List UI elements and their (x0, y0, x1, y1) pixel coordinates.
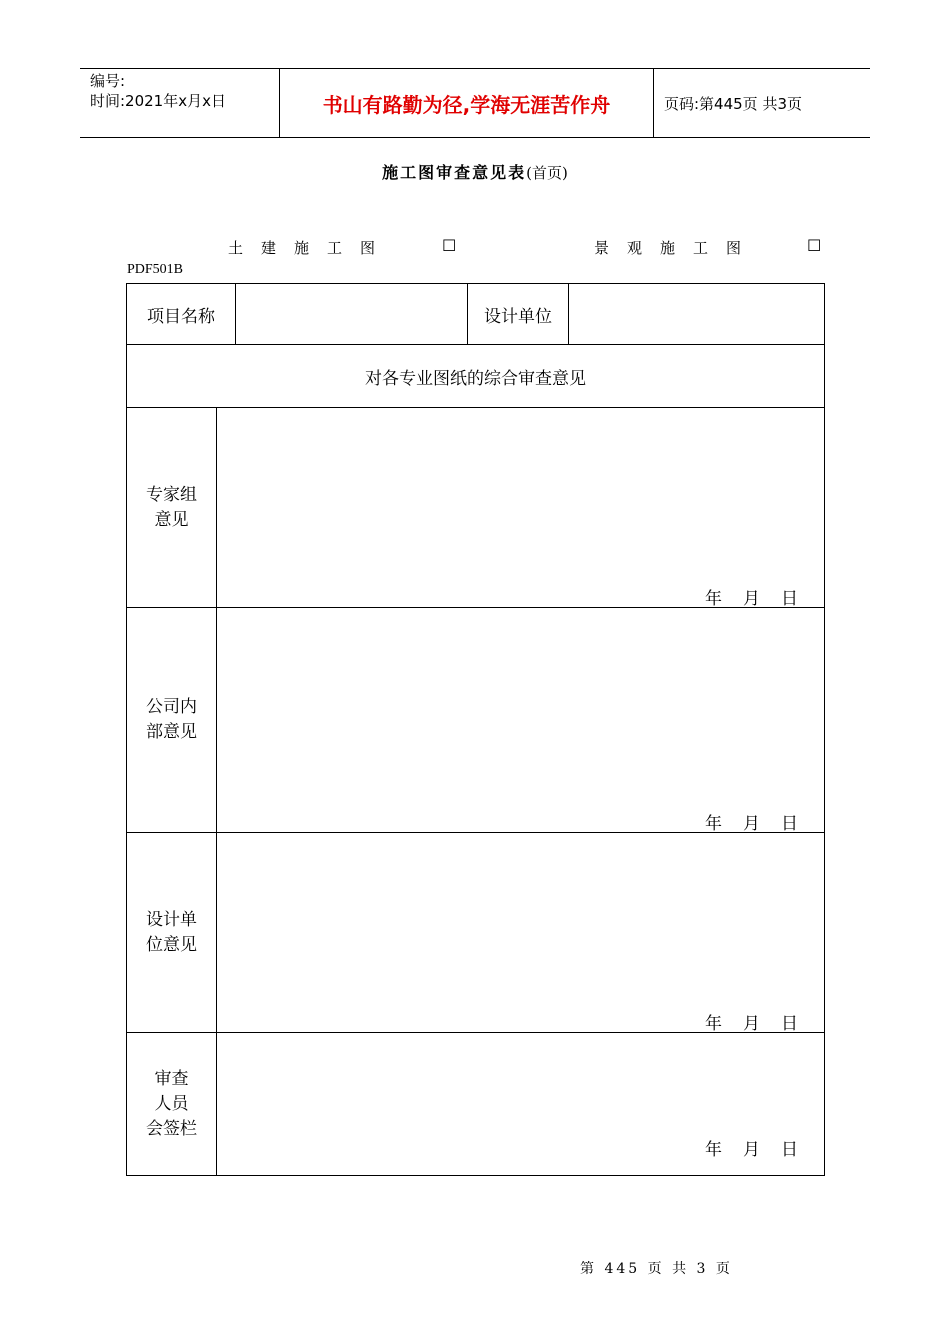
form-code: PDF501B (127, 262, 184, 277)
label-line: 审查 (154, 1068, 189, 1089)
option-landscape-label: 景观施工图 (594, 239, 760, 257)
option-civil-checkbox[interactable]: ☐ (442, 236, 457, 255)
header-page-label: 页码:第445页 共3页 (664, 94, 802, 113)
label-line: 会签栏 (146, 1118, 197, 1139)
design-unit-opinion-field[interactable] (217, 833, 824, 1032)
section-heading: 对各专业图纸的综合审查意见 (365, 368, 586, 389)
expert-opinion-label (127, 408, 216, 607)
date-month: 月 (743, 589, 760, 609)
form-title-main: 施工图审查意见表 (382, 163, 527, 182)
date-day: 日 (781, 589, 798, 609)
page-footer: 第 445 页 共 3 页 (580, 1261, 733, 1277)
date-day: 日 (781, 814, 798, 834)
expert-opinion-field[interactable] (217, 408, 824, 607)
design-unit-opinion-date (705, 1009, 819, 1034)
header-time-label: 时间:2021年x月x日 (90, 92, 226, 110)
date-day: 日 (781, 1014, 798, 1034)
date-year: 年 (705, 1014, 722, 1034)
label-line: 公司内 (146, 697, 197, 717)
option-civil-label: 土建施工图 (228, 239, 394, 257)
label-line: 意见 (154, 509, 189, 530)
internal-opinion-date (705, 809, 819, 834)
reviewer-signoff-date (705, 1135, 819, 1160)
internal-opinion-field[interactable] (217, 608, 824, 832)
label-line: 设计单 (146, 909, 197, 930)
header-number-label: 编号: (90, 72, 126, 90)
design-unit-opinion-label (127, 833, 216, 1032)
reviewer-signoff-label (127, 1033, 216, 1175)
date-year: 年 (705, 589, 722, 609)
date-month: 月 (743, 1014, 760, 1034)
expert-opinion-date (705, 584, 819, 609)
date-year: 年 (705, 1140, 722, 1160)
header-meta (80, 69, 280, 137)
internal-opinion-label (127, 608, 216, 832)
page-header (80, 68, 870, 138)
date-month: 月 (743, 1140, 760, 1160)
project-name-label: 项目名称 (147, 306, 215, 327)
label-line: 部意见 (146, 722, 197, 742)
form-title (0, 160, 950, 183)
date-day: 日 (781, 1140, 798, 1160)
project-name-value[interactable] (236, 284, 467, 344)
design-unit-label: 设计单位 (484, 306, 552, 327)
option-landscape-checkbox[interactable]: ☐ (807, 236, 822, 255)
label-line: 位意见 (146, 934, 197, 955)
review-form-table (126, 283, 825, 1176)
date-month: 月 (743, 814, 760, 834)
form-title-sub: (首页) (526, 164, 568, 182)
design-unit-value[interactable] (569, 284, 824, 344)
date-year: 年 (705, 814, 722, 834)
header-motto: 书山有路勤为径,学海无涯苦作舟 (280, 69, 654, 137)
label-line: 人员 (154, 1093, 189, 1114)
label-line: 专家组 (146, 484, 197, 505)
